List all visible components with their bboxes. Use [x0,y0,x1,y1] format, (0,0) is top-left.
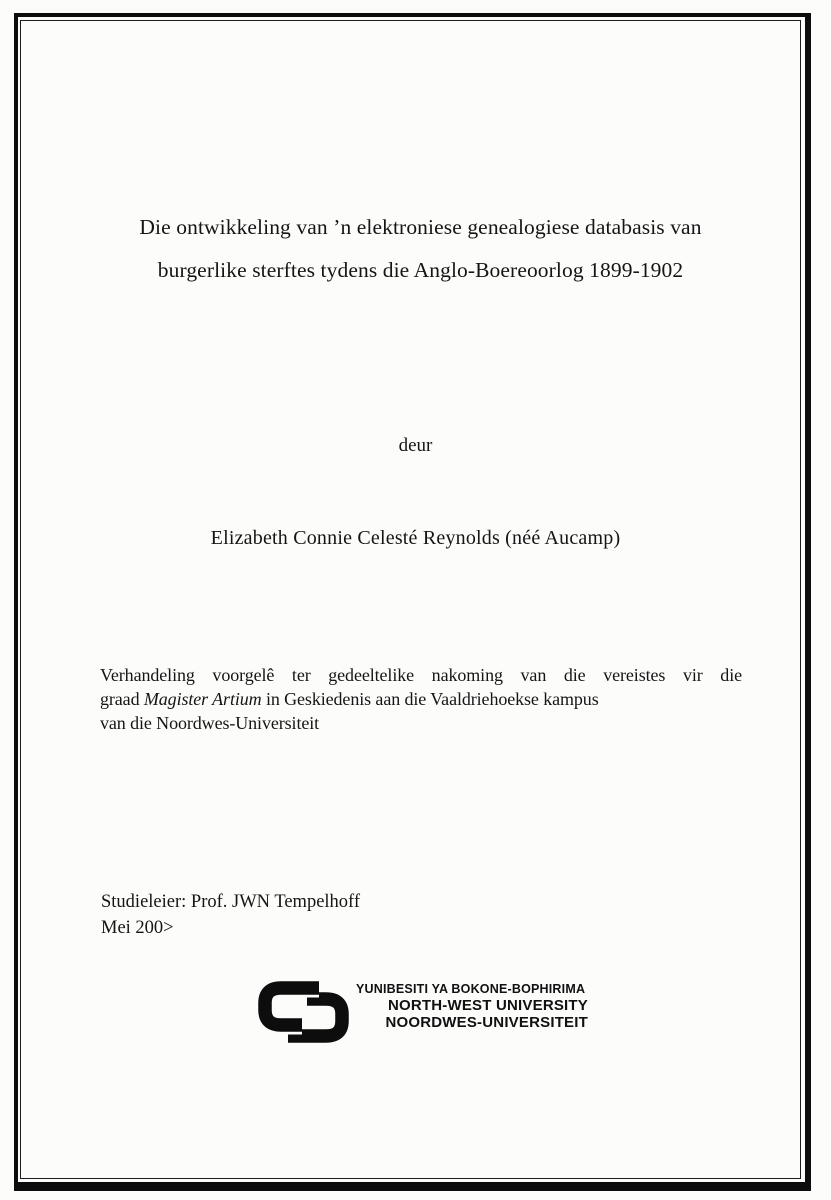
supervisor-block [101,889,360,941]
submission-line2-pre: graad [100,689,144,709]
submission-statement [100,663,742,735]
degree-name: Magister Artium [143,689,262,709]
submission-line2 [100,687,742,711]
submission-line1: Verhandeling voorgelê ter gedeeltelike nakoming van die vereistes vir die [100,665,742,685]
university-logo-text [356,979,588,1031]
page-title [60,206,781,292]
university-emblem-icon [257,979,350,1045]
submission-line3: van die Noordwes-Universiteit [100,713,320,733]
university-name-english: NORTH-WEST UNIVERSITY [387,997,588,1014]
page-title-line2: burgerlike sterftes tydens die Anglo-Boereoorlog 1899-1902 [157,258,684,282]
page-title-line1: Die ontwikkeling van ’n elektroniese genealogiese databasis van [139,215,702,239]
author-name: Elizabeth Connie Celesté Reynolds (néé Aucamp) [210,527,621,549]
university-logo [257,979,588,1045]
university-name-afrikaans: NOORDWES-UNIVERSITEIT [385,1014,588,1031]
university-name-setswana: YUNIBESITI YA BOKONE-BOPHIRIMA [356,982,586,996]
supervisor-line: Studieleier: Prof. JWN Tempelhoff [101,892,361,912]
byline-label: deur [398,435,433,456]
date-line: Mei 200> [101,918,174,938]
submission-line2-post: in Geskiedenis aan die Vaaldriehoekse kampus [261,689,599,709]
